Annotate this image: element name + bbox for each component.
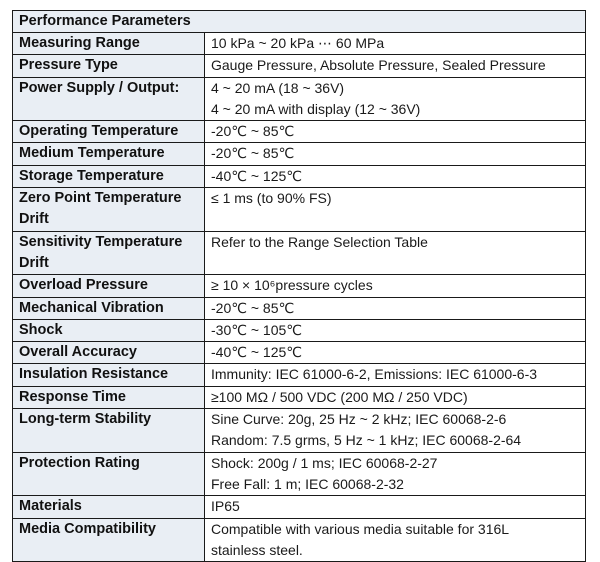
table-row bbox=[13, 319, 586, 341]
value-line: -30℃ ~ 105℃ bbox=[211, 321, 302, 338]
table-row bbox=[13, 231, 586, 275]
parameter-value bbox=[205, 364, 586, 386]
value-line: ≥100 MΩ / 500 VDC (200 MΩ / 250 VDC) bbox=[211, 388, 468, 405]
value-line: -40℃ ~ 125℃ bbox=[211, 167, 302, 184]
parameter-value bbox=[205, 231, 586, 275]
parameter-name: Overload Pressure bbox=[13, 275, 205, 297]
table-row bbox=[13, 275, 586, 297]
value-line: stainless steel. bbox=[211, 541, 303, 558]
parameter-name: Long-term Stability bbox=[13, 409, 205, 453]
table-row bbox=[13, 55, 586, 77]
table-row bbox=[13, 143, 586, 165]
table-row bbox=[13, 386, 586, 408]
parameter-value bbox=[205, 77, 586, 121]
table-row bbox=[13, 342, 586, 364]
parameter-name: Operating Temperature bbox=[13, 121, 205, 143]
table-row bbox=[13, 364, 586, 386]
parameter-value bbox=[205, 275, 586, 297]
value-line: Free Fall: 1 m; IEC 60068-2-32 bbox=[211, 475, 404, 492]
table-row bbox=[13, 165, 586, 187]
table-body bbox=[13, 33, 586, 562]
value-line: IP65 bbox=[211, 498, 240, 515]
value-line: -40℃ ~ 125℃ bbox=[211, 344, 302, 361]
parameter-name: Medium Temperature bbox=[13, 143, 205, 165]
value-line: 4 ~ 20 mA (18 ~ 36V) bbox=[211, 79, 345, 96]
parameter-name: Sensitivity Temperature Drift bbox=[13, 231, 205, 275]
value-line: -20℃ ~ 85℃ bbox=[211, 145, 295, 162]
parameter-name: Overall Accuracy bbox=[13, 342, 205, 364]
table-row bbox=[13, 77, 586, 121]
parameter-value bbox=[205, 121, 586, 143]
value-line: 4 ~ 20 mA with display (12 ~ 36V) bbox=[211, 100, 421, 117]
table-row bbox=[13, 496, 586, 518]
value-line: Refer to the Range Selection Table bbox=[211, 233, 428, 250]
parameter-value bbox=[205, 452, 586, 496]
parameter-name: Mechanical Vibration bbox=[13, 297, 205, 319]
value-line: Immunity: IEC 61000-6-2, Emissions: IEC 61000-6-3 bbox=[211, 366, 538, 383]
parameter-value bbox=[205, 386, 586, 408]
value-line: Random: 7.5 grms, 5 Hz ~ 1 kHz; IEC 60068-2-64 bbox=[211, 432, 522, 449]
parameter-name: Insulation Resistance bbox=[13, 364, 205, 386]
table-caption-row bbox=[13, 11, 586, 33]
value-line: 10 kPa ~ 20 kPa ⋯ 60 MPa bbox=[211, 35, 385, 51]
value-line: Shock: 200g / 1 ms; IEC 60068-2-27 bbox=[211, 454, 438, 471]
parameter-name: Storage Temperature bbox=[13, 165, 205, 187]
parameter-value bbox=[205, 297, 586, 319]
parameter-name: Materials bbox=[13, 496, 205, 518]
performance-parameters-table bbox=[12, 10, 586, 562]
value-line: Sine Curve: 20g, 25 Hz ~ 2 kHz; IEC 60068-2-6 bbox=[211, 411, 507, 428]
parameter-value bbox=[205, 188, 586, 232]
parameter-value bbox=[205, 165, 586, 187]
table-row bbox=[13, 518, 586, 562]
parameter-value bbox=[205, 518, 586, 562]
parameter-name: Measuring Range bbox=[13, 33, 205, 55]
parameter-name: Power Supply / Output: bbox=[13, 77, 205, 121]
parameter-name: Response Time bbox=[13, 386, 205, 408]
parameter-value bbox=[205, 55, 586, 77]
value-line: -20℃ ~ 85℃ bbox=[211, 299, 295, 316]
table-row bbox=[13, 297, 586, 319]
value-line: Gauge Pressure, Absolute Pressure, Sealed Pressure bbox=[211, 57, 546, 74]
value-line: Compatible with various media suitable for 316L bbox=[211, 520, 510, 537]
parameter-value bbox=[205, 143, 586, 165]
value-line: -20℃ ~ 85℃ bbox=[211, 123, 295, 140]
parameter-name: Media Compatibility bbox=[13, 518, 205, 562]
parameter-name: Shock bbox=[13, 319, 205, 341]
table-row bbox=[13, 121, 586, 143]
value-line: ≤ 1 ms (to 90% FS) bbox=[211, 190, 332, 207]
parameter-name: Protection Rating bbox=[13, 452, 205, 496]
table-row bbox=[13, 188, 586, 232]
table-row bbox=[13, 33, 586, 55]
parameter-value bbox=[205, 409, 586, 453]
parameter-name: Zero Point Temperature Drift bbox=[13, 188, 205, 232]
parameter-value bbox=[205, 496, 586, 518]
parameter-name: Pressure Type bbox=[13, 55, 205, 77]
table-row bbox=[13, 409, 586, 453]
parameter-value bbox=[205, 33, 586, 55]
table-caption: Performance Parameters bbox=[13, 11, 586, 33]
parameter-value bbox=[205, 342, 586, 364]
parameter-value bbox=[205, 319, 586, 341]
table-row bbox=[13, 452, 586, 496]
value-line: ≥ 10 × 10⁶pressure cycles bbox=[211, 277, 373, 294]
